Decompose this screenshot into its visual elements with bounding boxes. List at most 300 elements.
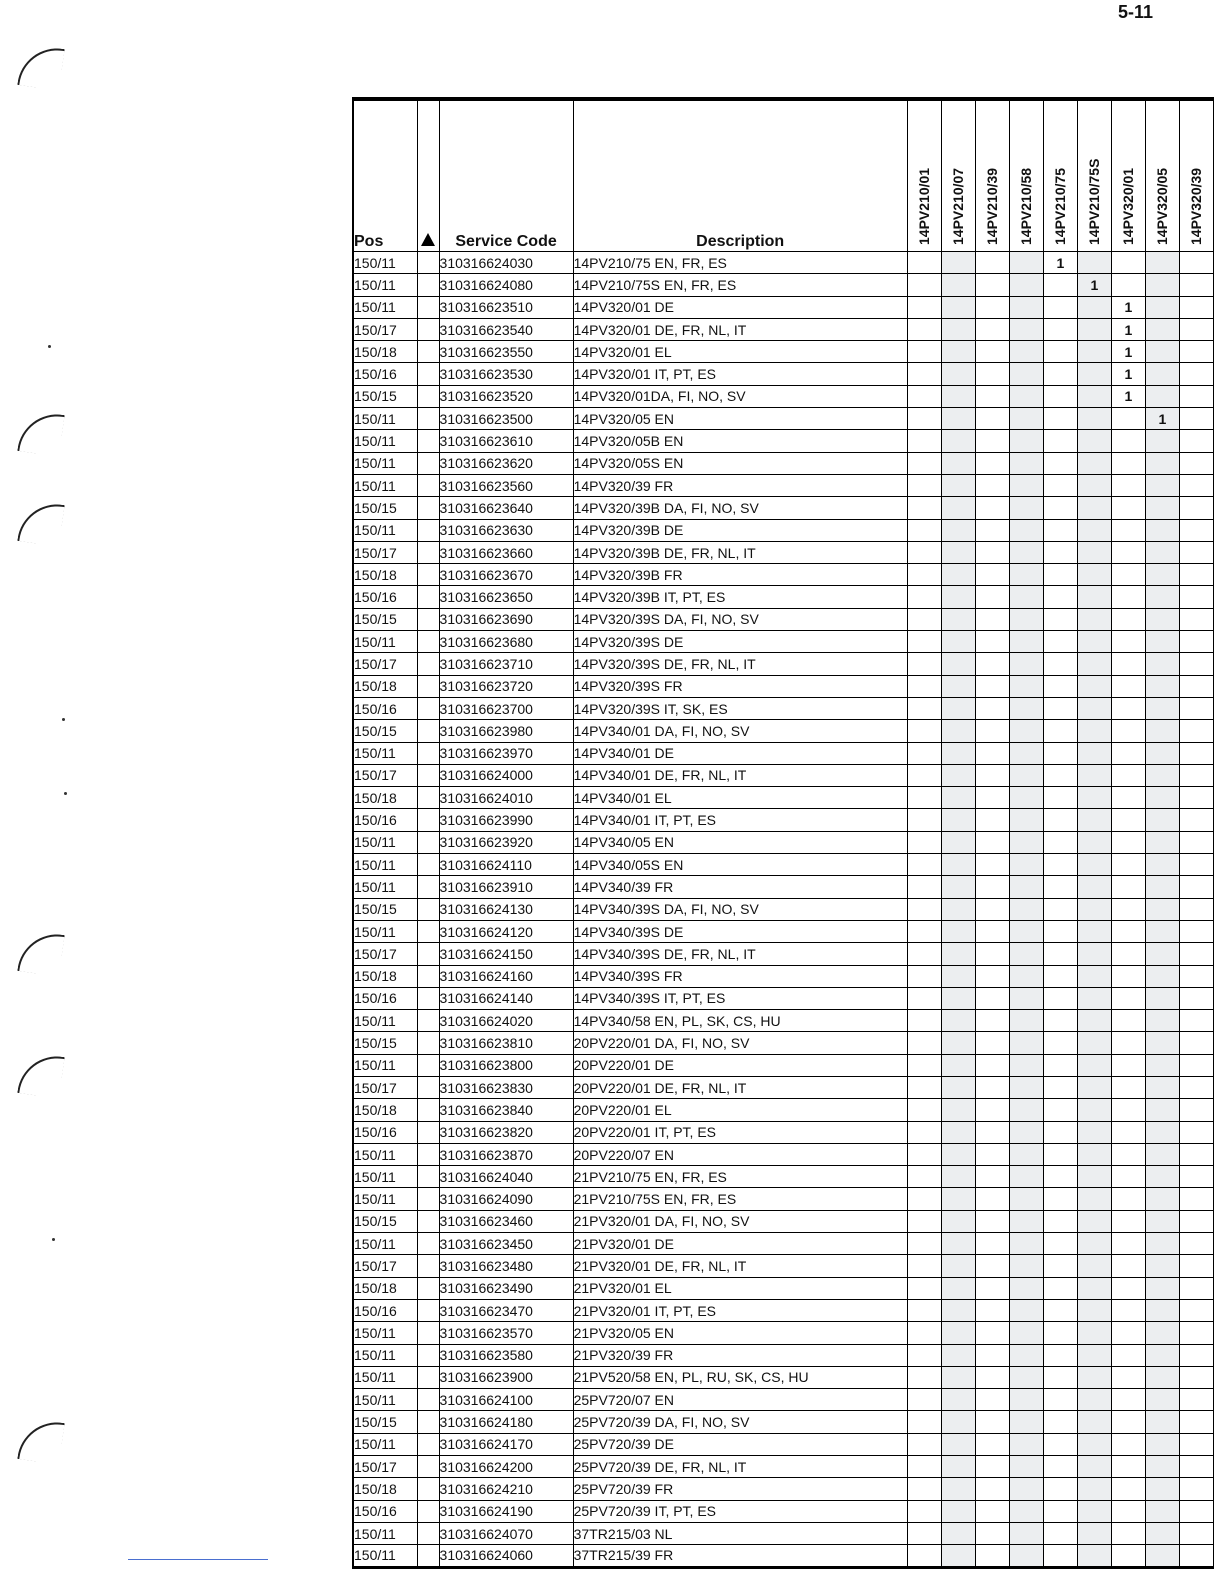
model-quantity-cell [1145,854,1179,876]
model-quantity-cell [1179,1255,1213,1277]
model-quantity-cell [1145,1188,1179,1210]
model-quantity-cell [1179,1545,1213,1567]
model-quantity-cell [1077,452,1111,474]
table-row [353,1233,1214,1255]
model-column-header [1179,99,1213,252]
model-quantity-cell [1043,1255,1077,1277]
model-quantity-cell [975,1255,1009,1277]
model-quantity-cell [1179,1478,1213,1500]
model-quantity-cell [1009,1478,1043,1500]
table-row [353,1500,1214,1522]
model-quantity-cell [975,1210,1009,1232]
model-quantity-cell [1043,764,1077,786]
warning-cell [417,1255,439,1277]
table-header-row [353,99,1214,252]
model-quantity-cell [907,274,941,296]
service-code-cell: 310316623610 [439,430,573,452]
model-quantity-cell [1009,1522,1043,1544]
model-quantity-cell [941,1545,975,1567]
model-quantity-cell [1009,1322,1043,1344]
model-quantity-cell [1111,742,1145,764]
model-quantity-cell [1179,1233,1213,1255]
model-quantity-cell [1077,1255,1111,1277]
table-row [353,586,1214,608]
model-quantity-cell [1145,787,1179,809]
scan-speck [64,792,67,795]
model-quantity-cell [1145,430,1179,452]
model-quantity-cell [1179,1433,1213,1455]
model-quantity-cell [907,1456,941,1478]
table-row [353,1032,1214,1054]
model-quantity-cell [975,1500,1009,1522]
model-quantity-cell [1179,274,1213,296]
description-column-header: Description [573,99,907,252]
pos-cell: 150/11 [353,1233,417,1255]
description-cell: 14PV340/39S FR [573,965,907,987]
table-row [353,564,1214,586]
model-quantity-cell [1111,1054,1145,1076]
pos-cell: 150/18 [353,564,417,586]
description-cell: 25PV720/07 EN [573,1389,907,1411]
table-row [353,1255,1214,1277]
model-quantity-cell [1111,564,1145,586]
description-cell: 14PV340/58 EN, PL, SK, CS, HU [573,1010,907,1032]
description-cell: 14PV340/39S DA, FI, NO, SV [573,898,907,920]
service-code-cell: 310316623520 [439,385,573,407]
model-column-header [1009,99,1043,252]
service-code-cell: 310316623810 [439,1032,573,1054]
model-quantity-cell [907,876,941,898]
model-quantity-cell [1009,854,1043,876]
model-quantity-cell [1077,1389,1111,1411]
model-quantity-cell [1145,519,1179,541]
model-quantity-cell [1043,675,1077,697]
service-code-cell: 310316624130 [439,898,573,920]
model-quantity-cell [1179,1322,1213,1344]
model-quantity-cell [1009,631,1043,653]
model-quantity-cell [941,1143,975,1165]
pos-cell: 150/11 [353,1545,417,1567]
model-quantity-cell [941,943,975,965]
warning-cell [417,742,439,764]
pos-cell: 150/11 [353,519,417,541]
model-quantity-cell [907,1054,941,1076]
model-quantity-cell [1111,787,1145,809]
model-quantity-cell [1043,385,1077,407]
model-quantity-cell [941,1210,975,1232]
warning-cell [417,1433,439,1455]
service-code-cell: 310316623460 [439,1210,573,1232]
model-column-header [1145,99,1179,252]
model-quantity-cell [1111,1277,1145,1299]
model-quantity-cell [1111,1456,1145,1478]
table-row [353,898,1214,920]
model-quantity-cell [907,1210,941,1232]
description-cell: 20PV220/07 EN [573,1143,907,1165]
model-quantity-cell [1077,608,1111,630]
model-quantity-cell [1077,1411,1111,1433]
pos-cell: 150/11 [353,831,417,853]
model-quantity-cell [975,541,1009,563]
binder-hole-mark [17,409,64,456]
model-quantity-cell [1043,1389,1077,1411]
model-quantity-cell [1179,474,1213,496]
service-code-cell: 310316623620 [439,452,573,474]
model-quantity-cell [1145,1076,1179,1098]
warning-cell [417,1054,439,1076]
model-quantity-cell [975,1188,1009,1210]
model-quantity-cell [1077,1099,1111,1121]
service-code-cell: 310316623500 [439,408,573,430]
model-quantity-cell [941,1500,975,1522]
model-quantity-cell [1145,631,1179,653]
table-row [353,1456,1214,1478]
pos-cell: 150/16 [353,697,417,719]
model-quantity-cell [1111,1522,1145,1544]
model-quantity-cell [941,1411,975,1433]
pos-cell: 150/18 [353,1099,417,1121]
model-quantity-cell [1179,876,1213,898]
model-quantity-cell [975,1233,1009,1255]
warning-cell [417,430,439,452]
description-cell: 14PV320/39B DE [573,519,907,541]
model-quantity-cell [1077,1210,1111,1232]
model-quantity-cell [941,1076,975,1098]
model-quantity-cell [1145,1121,1179,1143]
model-quantity-cell [1179,586,1213,608]
pos-cell: 150/11 [353,1433,417,1455]
model-quantity-cell [907,497,941,519]
model-quantity-cell [1009,920,1043,942]
table-row [353,943,1214,965]
model-quantity-cell [907,764,941,786]
model-quantity-cell [1145,876,1179,898]
model-quantity-cell [1179,854,1213,876]
model-quantity-cell [907,408,941,430]
pos-cell: 150/11 [353,876,417,898]
description-cell: 20PV220/01 DE, FR, NL, IT [573,1076,907,1098]
model-quantity-cell [1179,363,1213,385]
description-cell: 21PV320/01 IT, PT, ES [573,1299,907,1321]
model-quantity-cell [975,296,1009,318]
model-quantity-cell [1077,1456,1111,1478]
model-quantity-cell [1009,1076,1043,1098]
model-quantity-cell [1043,742,1077,764]
model-quantity-cell [907,1344,941,1366]
warning-cell [417,898,439,920]
model-quantity-cell [975,274,1009,296]
description-cell: 14PV320/05B EN [573,430,907,452]
scan-speck [52,1238,55,1241]
model-quantity-cell [975,1054,1009,1076]
pos-cell: 150/11 [353,1389,417,1411]
model-label: 14PV210/39 [984,167,1001,245]
model-quantity-cell [1145,1210,1179,1232]
model-quantity-cell [1009,943,1043,965]
model-quantity-cell [1077,296,1111,318]
model-quantity-cell [975,1344,1009,1366]
model-quantity-cell [1179,1121,1213,1143]
service-code-cell: 310316624080 [439,274,573,296]
description-cell: 14PV320/39B DE, FR, NL, IT [573,541,907,563]
pos-cell: 150/18 [353,1478,417,1500]
model-quantity-cell [1009,474,1043,496]
model-quantity-cell [1077,675,1111,697]
service-code-cell: 310316624150 [439,943,573,965]
model-quantity-cell [1145,742,1179,764]
service-code-cell: 310316623980 [439,720,573,742]
model-quantity-cell [1179,1143,1213,1165]
warning-cell [417,1277,439,1299]
table-row [353,1433,1214,1455]
model-quantity-cell [1077,564,1111,586]
model-quantity-cell [1043,854,1077,876]
model-quantity-cell [1179,252,1213,274]
model-quantity-cell [1111,1188,1145,1210]
pos-cell: 150/11 [353,296,417,318]
model-quantity-cell [975,1545,1009,1567]
pos-cell: 150/11 [353,408,417,430]
model-quantity-cell [907,653,941,675]
service-code-cell: 310316623990 [439,809,573,831]
model-quantity-cell [907,1322,941,1344]
model-quantity-cell [975,1478,1009,1500]
warning-cell [417,653,439,675]
table-row [353,385,1214,407]
model-quantity-cell [941,1277,975,1299]
model-quantity-cell [1077,541,1111,563]
model-quantity-cell [1111,653,1145,675]
model-quantity-cell [1179,1277,1213,1299]
pos-cell: 150/17 [353,764,417,786]
model-quantity-cell [1077,497,1111,519]
model-quantity-cell [941,1010,975,1032]
model-quantity-cell [1179,1076,1213,1098]
model-quantity-cell [941,787,975,809]
description-cell: 20PV220/01 IT, PT, ES [573,1121,907,1143]
model-quantity-cell [1077,1299,1111,1321]
model-quantity-cell [907,943,941,965]
model-quantity-cell [975,631,1009,653]
warning-cell [417,787,439,809]
table-row [353,1210,1214,1232]
service-code-cell: 310316623510 [439,296,573,318]
model-quantity-cell [1111,608,1145,630]
model-quantity-cell [1179,742,1213,764]
pos-cell: 150/11 [353,474,417,496]
table-row [353,1166,1214,1188]
footer-rule [128,1559,268,1560]
service-code-cell: 310316623680 [439,631,573,653]
model-quantity-cell [907,720,941,742]
model-quantity-cell [975,920,1009,942]
model-quantity-cell [1145,943,1179,965]
model-quantity-cell [1009,965,1043,987]
model-quantity-cell [1179,787,1213,809]
model-quantity-cell [1009,831,1043,853]
warning-cell [417,965,439,987]
model-quantity-cell [1145,274,1179,296]
warning-cell [417,408,439,430]
model-quantity-cell [1077,1478,1111,1500]
warning-cell [417,720,439,742]
model-quantity-cell [907,1500,941,1522]
model-quantity-cell [975,1143,1009,1165]
service-code-cell: 310316624070 [439,1522,573,1544]
model-quantity-cell [1145,764,1179,786]
model-quantity-cell [1009,1121,1043,1143]
description-cell: 14PV210/75 EN, FR, ES [573,252,907,274]
model-quantity-cell [1077,987,1111,1009]
model-quantity-cell [975,474,1009,496]
service-code-cell: 310316624000 [439,764,573,786]
model-quantity-cell [1111,1366,1145,1388]
warning-cell [417,697,439,719]
model-quantity-cell [941,764,975,786]
model-quantity-cell [975,497,1009,519]
model-quantity-cell [1043,1233,1077,1255]
model-label: 14PV210/75 [1052,167,1069,245]
table-row [353,363,1214,385]
warning-cell [417,252,439,274]
model-quantity-cell [941,252,975,274]
table-row [353,1366,1214,1388]
model-quantity-cell [1043,1210,1077,1232]
service-code-cell: 310316624060 [439,1545,573,1567]
service-code-cell: 310316623480 [439,1255,573,1277]
model-quantity-cell [1111,1344,1145,1366]
model-quantity-cell [1009,787,1043,809]
model-quantity-cell [1145,1277,1179,1299]
model-quantity-cell [1111,987,1145,1009]
model-quantity-cell [1009,564,1043,586]
page-number: 5-11 [1118,2,1154,22]
model-quantity-cell [941,452,975,474]
model-quantity-cell [1179,764,1213,786]
description-cell: 14PV340/05 EN [573,831,907,853]
warning-cell [417,1076,439,1098]
model-quantity-cell [1077,474,1111,496]
service-code-cell: 310316624020 [439,1010,573,1032]
model-quantity-cell [1077,943,1111,965]
model-quantity-cell [1145,1166,1179,1188]
model-quantity-cell [1145,1500,1179,1522]
model-label: 14PV320/01 [1120,167,1137,245]
model-quantity-cell [941,296,975,318]
model-quantity-cell [1179,408,1213,430]
model-quantity-cell [1145,452,1179,474]
model-quantity-cell [1009,1233,1043,1255]
parts-table [352,97,1214,1569]
service-code-cell: 310316623650 [439,586,573,608]
pos-cell: 150/11 [353,1522,417,1544]
model-quantity-cell: 1 [1111,385,1145,407]
warning-cell [417,1545,439,1567]
table-row [353,408,1214,430]
description-cell: 14PV320/01 EL [573,341,907,363]
warning-cell [417,675,439,697]
model-quantity-cell [975,318,1009,340]
model-quantity-cell [1077,1545,1111,1567]
service-code-cell: 310316623970 [439,742,573,764]
model-quantity-cell [1043,296,1077,318]
model-quantity-cell [1077,965,1111,987]
table-row [353,720,1214,742]
model-quantity-cell [1111,1389,1145,1411]
model-quantity-cell [975,1010,1009,1032]
model-quantity-cell [1077,1188,1111,1210]
model-quantity-cell [1145,564,1179,586]
model-quantity-cell [1179,1188,1213,1210]
model-quantity-cell [1043,787,1077,809]
model-quantity-cell [1145,1099,1179,1121]
warning-cell [417,519,439,541]
model-quantity-cell [1179,831,1213,853]
service-code-cell: 310316623540 [439,318,573,340]
binder-hole-mark [17,1417,64,1464]
model-quantity-cell [1043,965,1077,987]
model-quantity-cell [1077,1366,1111,1388]
model-quantity-cell [1077,1143,1111,1165]
model-quantity-cell [1009,318,1043,340]
description-cell: 21PV320/01 EL [573,1277,907,1299]
model-quantity-cell [1145,1255,1179,1277]
table-row [353,318,1214,340]
model-quantity-cell [941,474,975,496]
warning-cell [417,341,439,363]
model-quantity-cell [941,363,975,385]
table-row [353,697,1214,719]
model-quantity-cell [1043,519,1077,541]
model-quantity-cell [1145,898,1179,920]
model-quantity-cell [1009,653,1043,675]
model-quantity-cell [1111,1500,1145,1522]
model-quantity-cell [941,1233,975,1255]
model-quantity-cell [1077,631,1111,653]
model-quantity-cell [1179,1054,1213,1076]
model-quantity-cell [1145,1032,1179,1054]
model-quantity-cell [941,1166,975,1188]
model-quantity-cell [975,1433,1009,1455]
model-quantity-cell [1043,363,1077,385]
service-code-cell: 310316624100 [439,1389,573,1411]
model-quantity-cell [907,1277,941,1299]
model-quantity-cell [1179,1166,1213,1188]
model-quantity-cell [975,452,1009,474]
model-quantity-cell [907,296,941,318]
model-quantity-cell [1077,720,1111,742]
model-quantity-cell [1179,898,1213,920]
model-quantity-cell [1077,1166,1111,1188]
model-quantity-cell [1145,1010,1179,1032]
model-quantity-cell [941,519,975,541]
model-quantity-cell [907,519,941,541]
model-quantity-cell [1043,1010,1077,1032]
model-quantity-cell [1145,697,1179,719]
model-quantity-cell [1009,452,1043,474]
description-cell: 21PV320/39 FR [573,1344,907,1366]
service-code-cell: 310316623580 [439,1344,573,1366]
model-quantity-cell [1043,631,1077,653]
model-quantity-cell [1077,519,1111,541]
pos-cell: 150/18 [353,965,417,987]
model-quantity-cell [1077,1010,1111,1032]
model-quantity-cell [1009,1500,1043,1522]
table-row [353,787,1214,809]
table-row [353,742,1214,764]
description-cell: 14PV320/01 DE, FR, NL, IT [573,318,907,340]
model-quantity-cell [1111,631,1145,653]
